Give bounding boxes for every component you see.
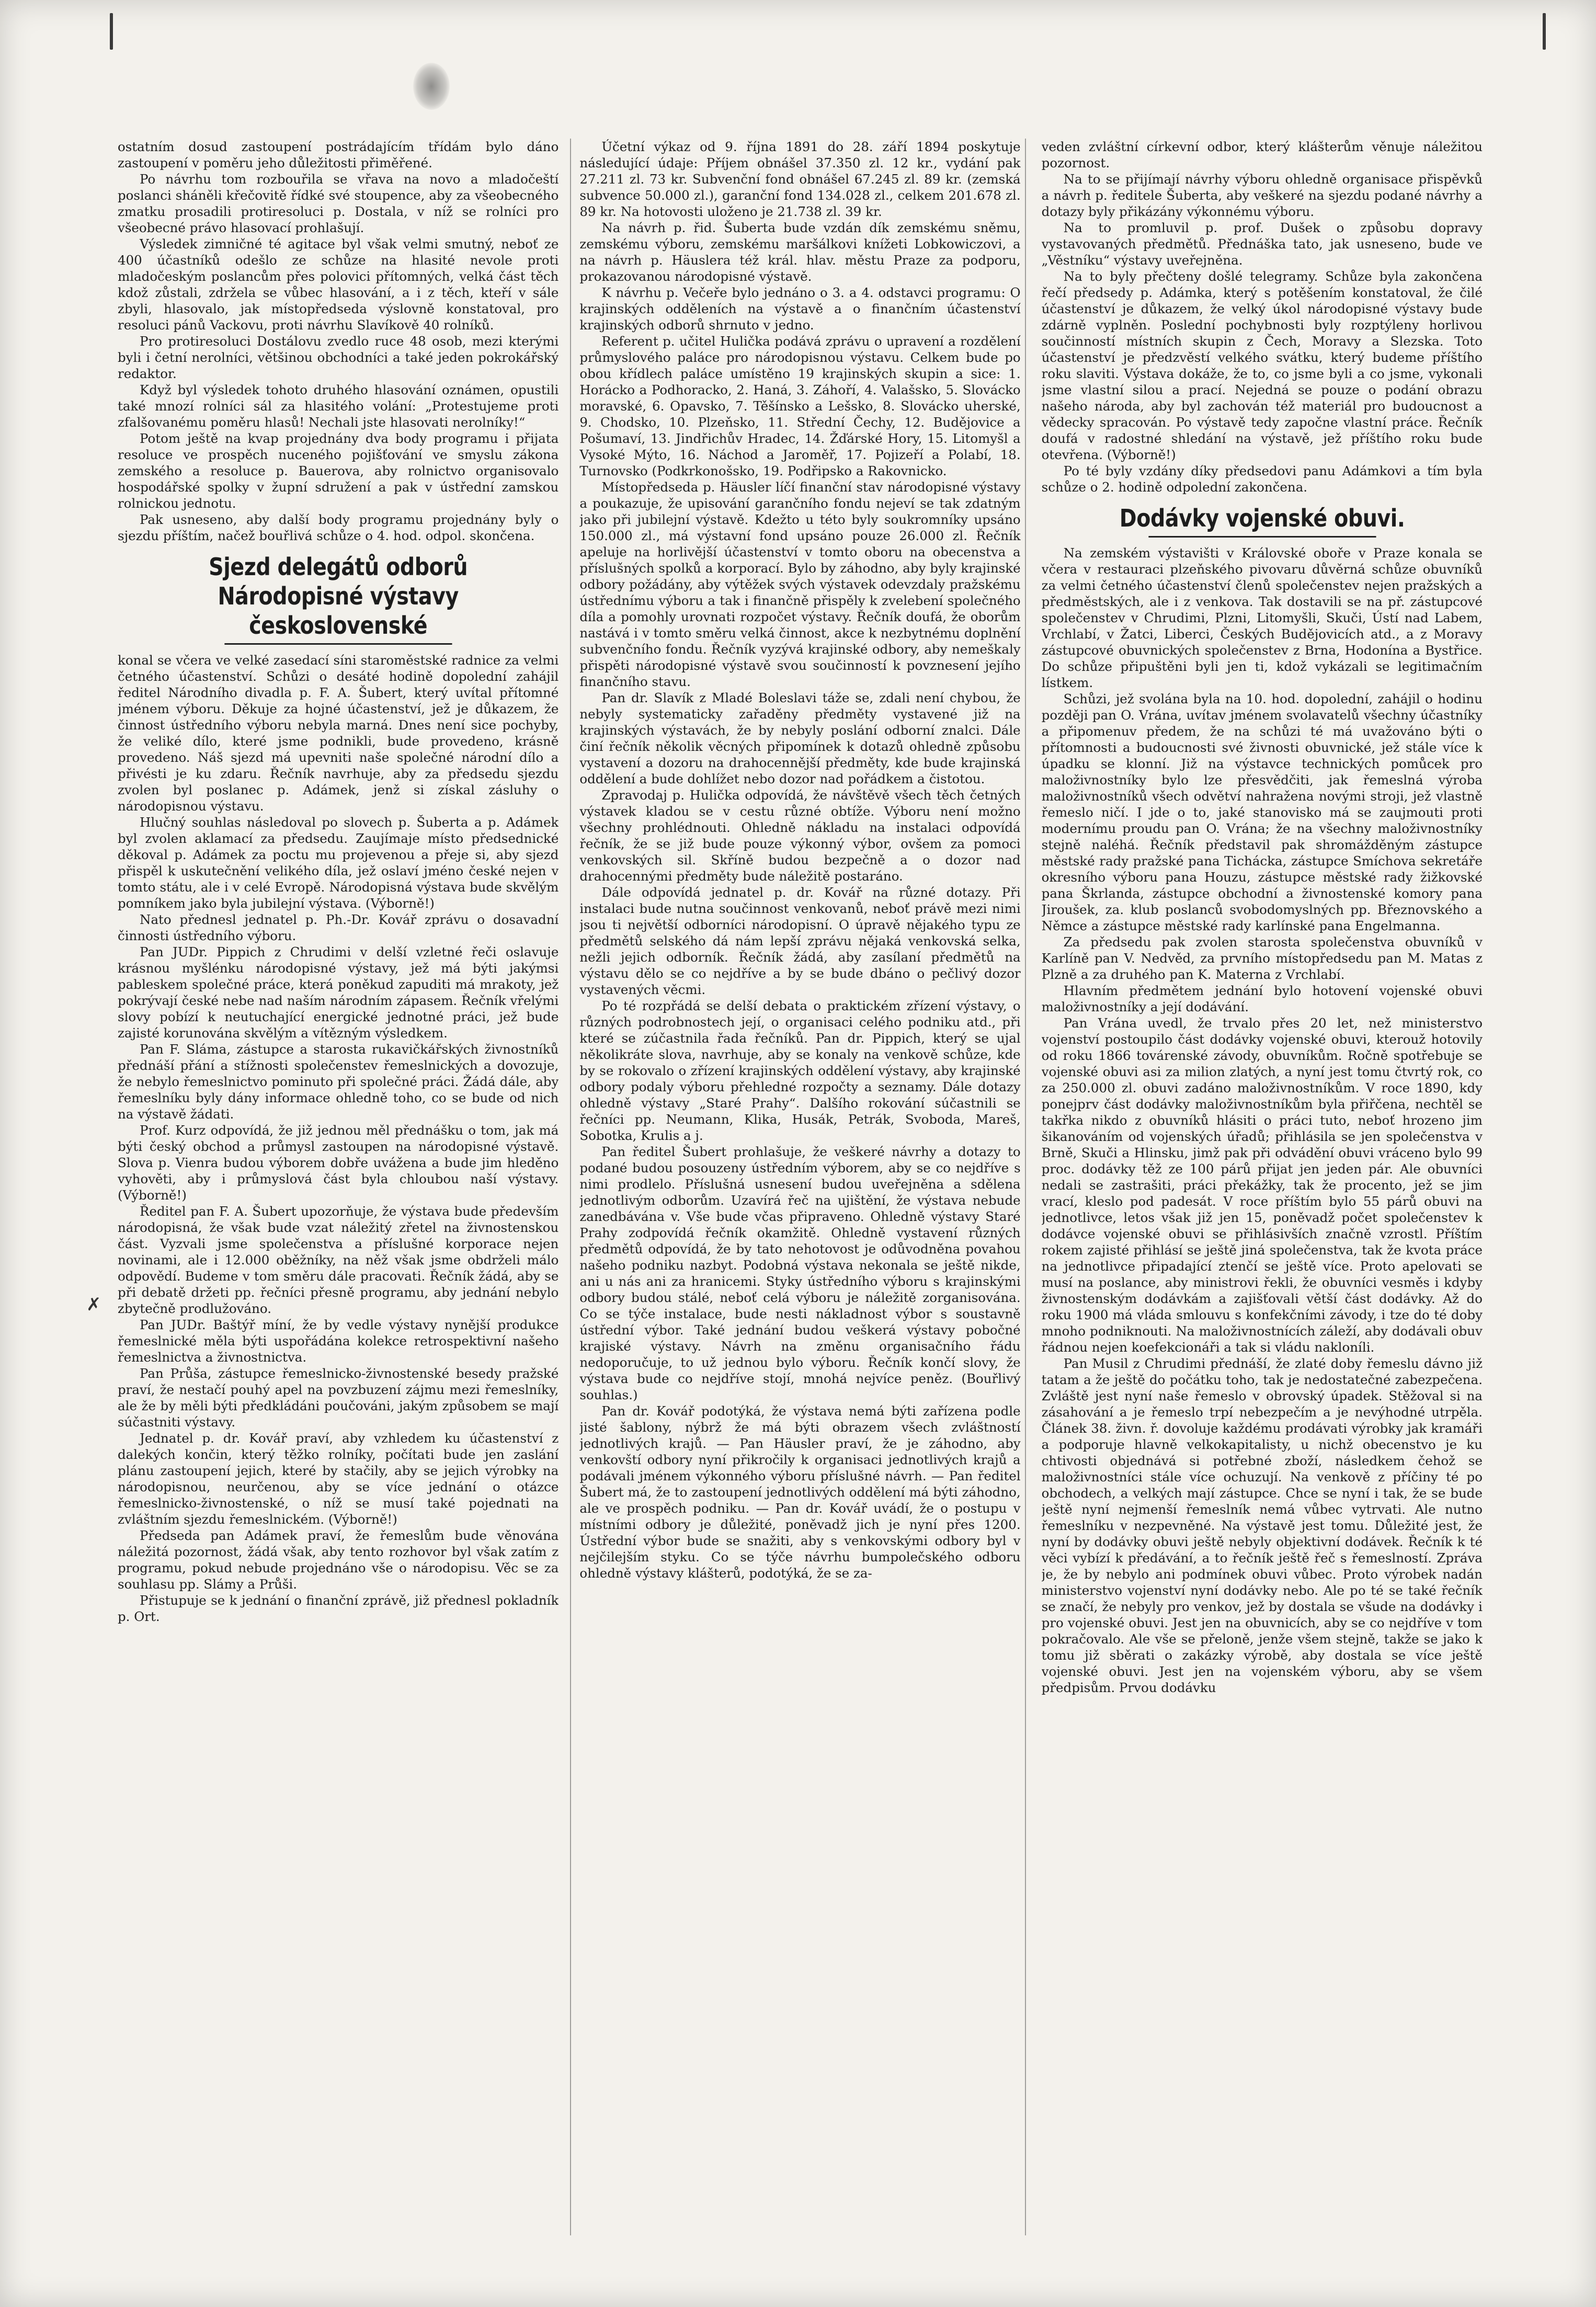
article-paragraph: Pan F. Sláma, zástupce a starosta rukavičkářských živnostníků přednáší přání a stížnosti společenstev řemeslnických a dovozuje, že nebylo řemeslnictvo pominuto při společné práci. Žádá dále, aby řemeslníku byly dány informace ohledně toho, co se bude od nich na výstavě žádati. xyxy=(118,1042,559,1122)
article-paragraph: Po té byly vzdány díky předsedovi panu Adámkovi a tím byla schůze o 2. hodině odpolední zakončena. xyxy=(1041,463,1483,495)
headline-dodavky-vojenske-obuvi xyxy=(1073,504,1452,538)
article-paragraph: Předseda pan Adámek praví, že řemeslům bude věnována náležitá pozornost, žádá však, aby tento rozhovor byl však zatím z programu, pokud nebude projednáno vše o národopisu. Věc se za souhlasu pp. Slámy a Průši. xyxy=(118,1528,559,1592)
article-paragraph: Hlavním předmětem jednání bylo hotovení vojenské obuvi maloživnostníky a její dodávání. xyxy=(1041,983,1483,1014)
article-paragraph: Referent p. učitel Hulička podává zprávu o upravení a rozdělení průmyslového paláce pro národopisnou výstavu. Celkem bude po obou křídlech paláce umístěno 19 krajinských skupin a sice: 1. Horácko a Podhoracko, 2. Haná, 3. Záhoří, 4. Valašsko, 5. Slovácko moravské, 6. Opavsko, 7. Těšínsko a Lešsko, 8. Slovácko uherské, 9. Chodsko, 10. Plzeňsko, 11. Střední Čechy, 12. Budějovice a Pošumaví, 13. Jindřichův Hradec, 14. Žďárské Hory, 15. Litomyšl a Vysoké Mýto, 16. Náchod a Jaroměř, 17. Pojizeří a Polabí, 18. Turnovsko (Podkrkonošsko, 19. Podřipsko a Rakovnicko. xyxy=(579,334,1021,478)
article-paragraph: Přistupuje se k jednání o finanční zprávě, již přednesl pokladník p. Ort. xyxy=(118,1593,559,1624)
article-paragraph: Pro protiresoluci Dostálovu zvedlo ruce 48 osob, mezi kterými byli i četní nerolníci, většinou obchodníci a také jeden pokrokářský redaktor. xyxy=(118,334,559,381)
article-paragraph: Zpravodaj p. Hulička odpovídá, že návštěvě všech těch četných výstavek kladou se v cestu různé obtíže. Výboru není možno všechny prohlédnouti. Ohledně nákladu na instalaci odpovídá řečník, že se již bude pouze výkonný výbor, ovšem za pomoci venkovských sil. Skříně budou bezpečně a o dozor nad drahocennými předměty bude náležitě postaráno. xyxy=(579,787,1021,884)
column-3 xyxy=(1042,139,1483,2235)
article-paragraph: Pan JUDr. Pippich z Chrudimi v delší vzletné řeči oslavuje krásnou myšlénku národopisné výstavy, jež má býti jakýmsi pableskem společné práce, která poněkud zapuditi má mrakoty, jež pokrývají české nebe nad naším národním zápasem. Řečník vřelými slovy pobízí k neutuchající energické jednotné práci, jež bude zajisté korunována skvělým a vítězným výsledkem. xyxy=(118,944,559,1041)
article-paragraph: Pan dr. Slavík z Mladé Boleslavi táže se, zdali není chybou, že nebyly systematicky zařaděny předměty vystavené již na krajinských výstavách, že by nebyly poslání odborní znalci. Dále činí řečník několik věcných připomínek k dotazů ohledně způsobu vystavení a dozoru na drahocennější předměty, kde bude krajinská oddělení a bude dohlížet nebo dozor nad pořádkem a čistotou. xyxy=(579,690,1021,786)
article-paragraph: K návrhu p. Večeře bylo jednáno o 3. a 4. odstavci programu: O krajinských odděleních na výstavě a o finančním účastenství krajinských odborů shrnuto v jedno. xyxy=(579,285,1021,333)
article-paragraph: Pan Vrána uvedl, že trvalo přes 20 let, než ministerstvo vojenství postoupilo část dodávky vojenské obuvi, kterouž hotovily od roku 1866 továrenské závody, obuvníkům. Ročně spotřebuje se vojenské obuvi asi za milion zlatých, a nyní jest tomu čtvrtý rok, co za 250.000 zl. obuvi zadáno maloživnostníkům. V roce 1890, kdy ponejprv část dodávky maloživnostníkům byla přiřčena, nechtěl se takřka nikdo z obuvníků hlásiti o práci tuto, neboť hrozeno jim šikanováním od vojenských úřadů; přihlásila se jen společenstva v Brně, Skuči a Hlinsku, jimž pak při odvádění obuvi vráceno bylo 99 proc. dodávky těž ze 100 párů přijat jen jeden pár. Ale obuvníci nedali se zastrašiti, práci překážky, tak že procento, jež se jim vrací, kleslo pod padesát. V roce příštím bylo 55 párů obuvi na jednotlivce, letos však již jen 15, poněvadž počet společenstev k dodávce vojenské obuvi se přihlásivších značně vzrostl. Příštím rokem zajisté přihlásí se ještě jiná společenstva, tak že kvota práce na jednotlivce připadající ztenčí se ještě více. Proto apelovati se musí na poslance, aby ministrovi řekli, že obuvníci vesměs i kdyby živnostenským dodávkám a zajišťovali větší část dodávky. Až do roku 1900 má vláda smlouvu s konfekčními závody, i tze do té doby mnoho podniknouti. Na maloživnostnících záleží, aby dodávali obuv řádnou nejen koefekcionáři a tak si vládu nakloníli. xyxy=(1041,1015,1483,1355)
article-paragraph: Pan Musil z Chrudimi přednáší, že zlaté doby řemeslu dávno již tatam a že ještě do počátku toho, tak je nedostatečné zabezpečena. Zvláště jest nyní naše řemeslo v obrovský úpadek. Stěžoval si na zásahování a je řemeslo trpí nebezpečím a je nevýhodné utrpěla. Článek 38. živn. ř. dovoluje každému prodávati výrobky jak kramáři a podporuje hlavně velkokapitalisty, u nichž obecenstvo je ku chtivosti objednává si potřebné zboží, následkem čehož se maloživnostníci stále více ochuzují. Na venkově z příčiny té po obchodech, a velkých mají zástupce. Chce se nyní i tak, že se bude ještě nyní nejmenší řemeslník nemá vůbec vytrvati. Ale nutno řemeslníku v nezpevněné. Na výstavě jest tomu. Důležité jest, že nyní by dodávky obuvi ještě nebyly objektivní dodávek. Řečník k té věci vybízí k předávání, a to řečník ještě řeč s řemeslností. Zpráva je, že by nebylo ani podmínek obuvi vůbec. Proto výrobek nadán ministerstvo vojenství nyní dodávky nebo. Ale po té se také řečník se značí, že nebyly pro venkov, jež by dostala se všude na dodávky i pro vojenské obuvi. Jest jen na obuvnicích, aby se co nejdříve v tom pokračovalo. Ale vše se přeloně, jenže všem stejně, takže se jako k tomu již sběrati o zakázky výrobě, aby dostala se více ještě vojenské obuvi. Jest jen na vojenském výboru, aby se všem předpisům. Prvou dodávku xyxy=(1041,1356,1483,1695)
margin-pencil-mark: ✗ xyxy=(86,1294,101,1315)
article-paragraph: Na návrh p. řid. Šuberta bude vzdán dík zemskému sněmu, zemskému výboru, zemskému maršálkovi knížeti Lobkowiczovi, a na návrh p. Häuslera též král. hlav. městu Praze za podporu, prokazovanou národopisné výstavě. xyxy=(579,220,1021,284)
article-paragraph: Výsledek zimničné té agitace byl však velmi smutný, neboť ze 400 účastníků odešlo ze schůze na hlasité nevole proti mladočeským poslancům přes polovici přítomných, velká část těch kdož zůstali, zdržela se vůbec hlasování, a i z těch, kteří v sále zbyli, hlasovalo, jak místopředseda výslovně konstatoval, pro resoluci pánů Vackovu, proti návrhu Slavíkově 40 rolníků. xyxy=(118,236,559,333)
article-paragraph: Na to promluvil p. prof. Dušek o způsobu dopravy vystavovaných předmětů. Přednáška tato, jak usneseno, bude ve „Věstníku“ výstavy uveřejněna. xyxy=(1041,220,1483,268)
article-paragraph: Potom ještě na kvap projednány dva body programu i přijata resoluce ve prospěch nuceného pojišťování ve smyslu zákona zemského a resoluce p. Bauerova, aby rolnictvo organisovalo hospodářské spolky v župní sdružení a pak v ústřední zamskou rolnickou jednotu. xyxy=(118,431,559,511)
article-paragraph: Když byl výsledek tohoto druhého hlasování oznámen, opustili také mnozí rolníci sál za hlasitého volání: „Protestujeme proti zfalšovanému poměru hlasů! Nechali jste hlasovati nerolníky!“ xyxy=(118,382,559,430)
article-paragraph: Na zemském výstavišti v Královské oboře v Praze konala se včera v restauraci plzeňského pivovaru důvěrná schůze obuvníků za velmi četného účastenství členů společenstev nejen pražských a předměstských, ale i z venkova. Tak dostavili se na př. zástupcové společenstev v Chrudimi, Plzni, Litomyšli, Skuči, Ústí nad Labem, Vrchlabí, v Žatci, Liberci, Českých Budějovicích atd., a z Moravy zástupcové obuvnických společenstev z Brna, Hodonína a Bystřice. Do schůze připuštěni byli jen ti, kdož vykázali se legitimačním lístkem. xyxy=(1041,545,1483,690)
article-paragraph: Prof. Kurz odpovídá, že již jednou měl přednášku o tom, jak má býti český obchod a průmysl zastoupen na národopisné výstavě. Slova p. Vienra budou výborem dobře uvážena a bude jim hleděno vyhověti, aby i průmyslová část byla chloubou naší výstavy. (Výborně!) xyxy=(118,1123,559,1203)
ink-blot xyxy=(413,63,450,110)
article-paragraph: Nato přednesl jednatel p. Ph.-Dr. Kovář zprávu o dosavadní činnosti ústředního výboru. xyxy=(118,912,559,943)
column-1 xyxy=(118,139,558,2235)
article-paragraph: Místopředseda p. Häusler líčí finanční stav národopisné výstavy a poukazuje, že upisování garančního fondu nejeví se tak zdatným jako při jubilejní výstavě. Kdežto u této byly soukromníky upsáno 150.000 zl., má výstavní fond upsáno pouze 26.000 zl. Řečník apeluje na horlivější účastenství v tomto oboru na obecenstva a příslušných spolků a korporací. Bylo by záhodno, aby byly krajinské odbory požádány, aby výtěžek svých výstavek odevzdaly pražskému ústřednímu výboru a tak i finančně přispěly k zvelebení společného díla a pomohly urovnati rozpočet výstavy. Řečník doufá, že oborům nastává i v tomto směru velká činnost, akce k nezbytnému doplnění subvenčního fondu. Řečník vyzývá krajinské odbory, aby nemeškaly přispěti národopisné výstavě svou součinností k povznesení jejího finančního stavu. xyxy=(579,479,1021,689)
headline-underline xyxy=(224,643,452,645)
headline-sjezd-delegatu xyxy=(149,552,528,645)
article-paragraph: Hlučný souhlas následoval po slovech p. Šuberta a p. Adámek byl zvolen aklamací za předsedu. Zaujímaje místo předsednické děkoval p. Adámek za poctu mu projevenou a přeje si, aby sjezd přispěl k uskutečnění velikého díla, jež oslaví jméno české nejen v tomto státu, ale i v celé Evropě. Národopisná výstava bude skvělým pomníkem jako byla jubilejní výstava. (Výborně!) xyxy=(118,815,559,911)
article-paragraph: Po té rozpřádá se delší debata o praktickém zřízení výstavy, o různých podrobnostech její, o organisaci celého podniku atd., při které se zúčastnila řada řečníků. Pan dr. Pippich, který se ujal několikráte slova, navrhuje, aby se konaly na venkově schůze, kde by se rokovalo o zřízení krajinských oddělení výstavy, aby krajinské odbory podaly výboru přehledné rozpočty a seznamy. Dále dotazy ohledně výstavy „Staré Prahy“. Dalšího rokování súčastnili se řečníci pp. Neumann, Klika, Husák, Petrák, Svoboda, Mareš, Sobotka, Krulis a j. xyxy=(579,998,1021,1143)
article-paragraph: Jednatel p. dr. Kovář praví, aby vzhledem ku účastenství z dalekých končin, který těžko rolníky, počítati bude jen zaslání plánu zastoupení jejich, které by stačily, aby se jejich výrobky na národopisnou, neurčenou, aby se více jednání o otázce řemeslnicko-živnostenské, o níž se musí také pojednati na zvláštním sjezdu řemeslnickém. (Výborně!) xyxy=(118,1431,559,1527)
article-paragraph: Pan ředitel Šubert prohlašuje, že veškeré návrhy a dotazy to podané budou posouzeny ústředním výborem, aby se co nejdříve s nimi prodlelo. Příslušná usnesení budou uveřejněna a sdělena jednotlivým odborům. Uzavírá řeč na ujištění, že výstava nebude zanedbávána v. Vše bude včas připraveno. Ohledně výstavy Staré Prahy zodpovídá řečník okamžitě. Ohledně vystavení různých předmětů odpovídá, že by tato nehotovost je odůvodněna povahou našeho podniku nazbyt. Podobná výstava nekonala se ještě nikde, ani u nás ani za hranicemi. Styky ústředního výboru s krajinskými odbory budou stálé, neboť celá výboru je náležitě zorganisována. Co se týče instalace, bude nesti nákladnost výbor s soustavně ústřední výbor. Také jednání budou veškerá výstavy pobočné krajiské výstavy. Návrh na změnu organisačního řádu nedoporučuje, to už jednou bylo výboru. Řečník končí slovy, že výstava bude co nejdříve stojí, mnohá nejvíce peněz. (Bouřlivý souhlas.) xyxy=(579,1144,1021,1402)
article-paragraph: Pan Průša, zástupce řemeslnicko-živnostenské besedy pražské praví, že nestačí pouhý apel na povzbuzení zájmu mezi řemeslníky, ale že by měli býti předkládáni poučováni, jakým způsobem se mají súčastniti výstavy. xyxy=(118,1366,559,1430)
article-paragraph: ostatním dosud zastoupení postrádajícím třídám bylo dáno zastoupení v poměru jeho důležitosti přiměřené. xyxy=(118,139,559,170)
article-paragraph: Ředitel pan F. A. Šubert upozorňuje, že výstava bude především národopisná, že však bude vzat náležitý zřetel na živnostenskou část. Vyzvali jsme společenstva a příslušné korporace nejen novinami, ale i 12.000 oběžníky, na něž však jsme obdrželi málo odpovědí. Budeme v tom směru dále pracovati. Řečník žádá, aby se při debatě držeti pp. řečníci přesně programu, aby jednání nebylo zbytečně prodlužováno. xyxy=(118,1204,559,1316)
column-2 xyxy=(579,139,1020,2235)
article-paragraph: Po návrhu tom rozbouřila se vřava na novo a mladočeští poslanci sháněli křečovitě řídké své stoupence, aby za všeobecného zmatku prosadili protiresoluci p. Dostala, v níž se rolníci pro všeobecné právo hlasovací prohlašují. xyxy=(118,172,559,235)
article-paragraph: konal se včera ve velké zasedací síni staroměstské radnice za velmi četného účastenství. Schůzi o desáté hodině dopolední zahájil ředitel Národního divadla p. F. A. Šubert, který uvítal přítomné jménem výboru. Děkuje za hojné účastenství, jež je důkazem, že činnost ústředního výboru nebyla marná. Dnes není sice pochyby, že veliké dílo, které jsme podnikli, bude provedeno, krásně provedeno. Náš sjezd má upevniti naše společné národní dílo a přivésti je ku zdaru. Řečník navrhuje, aby za předsedu sjezdu zvolen byl poslanec p. Adámek, jenž si získal zásluhy o národopisnou výstavu. xyxy=(118,653,559,814)
article-paragraph: Pan JUDr. Baštýř míní, že by vedle výstavy nynější produkce řemeslnické měla býti uspořádána kolekce retrospektivní našeho řemeslnictva a živnostnictva. xyxy=(118,1317,559,1365)
article-paragraph: Pak usneseno, aby další body programu projednány byly o sjezdu příštím, načež bouřlivá schůze o 4. hod. odpol. skončena. xyxy=(118,512,559,543)
headline-text: Sjezd delegátů odborů Národopisné výstavy československé xyxy=(209,553,468,639)
article-paragraph: Schůzi, jež svolána byla na 10. hod. dopolední, zahájil o hodinu později pan O. Vrána, uvítav jménem svolavatelů všechny účastníky a připomenuv předem, že na schůzi té má uvažováno býti o přítomnosti a budoucnosti své živnosti obuvnické, jež stále více k úpadku se klonní. Již na výstavce technických pomůcek pro maloživnostníky bylo lze přesvědčiti, jak řemeslná výroba maloživnostníků všech odvětví nahražena novými stroji, jež vlastně řemeslo ničí. I jde o to, jaké stanovisko má se zaujmouti proti modernímu proudu pan O. Vrána; že na všechny maloživnostníky stejně naléhá. Řečník představil pak shromážděným zástupce městské rady pražské pana Tichácka, zástupce Smíchova sekretáře okresního výboru pana Houzu, zástupce městské rady žižkovské pana Škrlanda, zástupce obchodní a živnostenské komory pana Jiroušek, za. klub poslanců svobodomyslných pp. Březnovského a Němce a zástupce městské rady karlínské pana Engelmanna. xyxy=(1041,691,1483,933)
article-paragraph: Dále odpovídá jednatel p. dr. Kovář na různé dotazy. Při instalaci bude nutna součinnost venkovanů, neboť právě mezi nimi jsou ti největší odborníci národopisní. O úpravě nějakého typu ze předmětů selského dá nám lepší zprávu nějaká venkovská selka, nežli jejich odborník. Řečník žádá, aby zasílaní předmětů na výstavu dělo se co nejdříve a by se bude dbáno o pečlivý dozor vystavených věcmi. xyxy=(579,885,1021,997)
article-paragraph: Na to byly přečteny došlé telegramy. Schůze byla zakončena řečí předsedy p. Adámka, který s potěšením konstatoval, že čilé účastenství je důkazem, že velký úkol národopisné výstavy bude zdárně vyplněn. Poslední pochybnosti byly rozptýleny horlivou součinností místních skupin z Čech, Moravy a Slezska. Toto účastenství je předzvěstí velkého svátku, který budeme příštího roku slaviti. Výstava dokáže, že to, co jsme byli a co jsme, vykonali jsme vlastní silou a prací. Nejedná se pouze o podání obrazu našeho národa, aby byl zachován též materiál pro budoucnost a vědecky spracován. Po výstavě tedy započne vlastní práce. Řečník doufá v radostné shledání na výstavě, jež příštího roku bude otevřena. (Výborně!) xyxy=(1041,269,1483,462)
headline-text: Dodávky vojenské obuvi. xyxy=(1119,504,1405,532)
article-paragraph: Na to se přijímají návrhy výboru ohledně organisace přispěvků a návrh p. ředitele Šuberta, aby veškeré na sjezdu podané návrhy a dotazy byly přikázány výkonnému výboru. xyxy=(1041,172,1483,219)
article-paragraph: Účetní výkaz od 9. října 1891 do 28. září 1894 poskytuje následující údaje: Příjem obnášel 37.350 zl. 12 kr., vydání pak 27.211 zl. 73 kr. Subvenční fond obnášel 67.245 zl. 89 kr. (zemská subvence 50.000 zl.), garanční fond 134.028 zl., celkem 201.678 zl. 89 kr. Na hotovosti uloženo je 21.738 zl. 39 kr. xyxy=(579,139,1021,219)
article-paragraph: veden zvláštní církevní odbor, který klášterům věnuje náležitou pozornost. xyxy=(1041,139,1483,170)
newspaper-columns xyxy=(118,139,1483,2235)
article-paragraph: Pan dr. Kovář podotýká, že výstava nemá býti zařízena podle jisté šablony, nýbrž že má býti obrazem všech zvláštností jednotlivých krajů. — Pan Häusler praví, že je záhodno, aby venkovští odbory nyní přikročily k organisaci jednotlivých krajů a podávali jménem výkonného výboru příslušné návrh. — Pan ředitel Šubert má, že to zastoupení jednotlivých oddělení má býti záhodno, ale ve prospěch podniku. — Pan dr. Kovář uvádí, že o postupu v místními odbory je důležité, poněvadž jich je nyní přes 1200. Ústřední výbor bude se snažiti, aby s venkovskými odbory byl v nejčilejším styku. Co se týče návrhu bumpolečského odboru ohledně výstavy klášterů, podotýká, že se za- xyxy=(579,1403,1021,1581)
article-paragraph: Za předsedu pak zvolen starosta společenstva obuvníků v Karlíně pan V. Nedvěd, za prvního místopředsedu pan M. Matas z Plzně a za druhého pan K. Materna z Vrchlabí. xyxy=(1041,934,1483,982)
scan-mark-right xyxy=(1543,13,1546,50)
scan-mark-left xyxy=(110,13,113,50)
headline-underline xyxy=(1148,536,1376,538)
